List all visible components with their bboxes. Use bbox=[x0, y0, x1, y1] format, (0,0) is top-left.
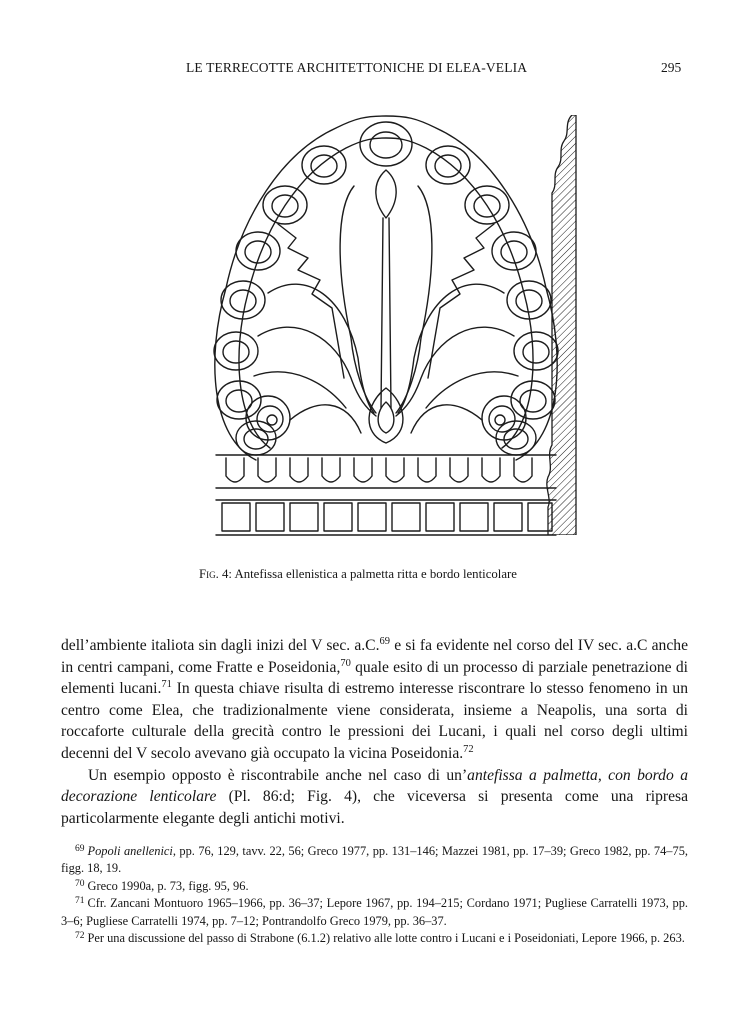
footnote-number: 72 bbox=[75, 931, 85, 942]
text-run: In questa chiave risulta di estremo interesse riscontrare lo stesso fenomeno in un centro come Elea, che tradizionalmente viene considerata, insieme a Neapolis, una sorta di roccaforte culturale della grecità contro le pressioni dei Lucani, i quali nel corso degli ultimi decenni del V secolo avevano già occupato la vicina Poseidonia. bbox=[61, 680, 688, 762]
footnote bbox=[61, 895, 688, 930]
running-title: LE TERRECOTTE ARCHITETTONICHE DI ELEA-VELIA bbox=[186, 60, 528, 75]
text-run: (Pl. 86:d; Fig. 4), che viceversa si presenta come una ripresa particolarmente elegante degli antichi motivi. bbox=[61, 788, 688, 827]
footnote-ref[interactable]: 72 bbox=[463, 743, 474, 755]
footnote-number: 69 bbox=[75, 844, 85, 854]
figure-caption-text: Antefissa ellenistica a palmetta ritta e bordo lenticolare bbox=[234, 567, 517, 581]
paragraph bbox=[61, 765, 688, 830]
text-run: Cfr. Zancani Montuoro 1965–1966, pp. 36–37; Lepore 1967, pp. 194–215; Cordano 1971; Pugliese Carratelli 1973, pp. 3–6; Pugliese Carratelli 1974, pp. 7–12; Pontrandolfo Greco 1979, pp. 36–37. bbox=[61, 896, 688, 928]
footnote bbox=[61, 843, 688, 878]
footnote bbox=[61, 930, 688, 947]
italic-text: Popoli anellenici bbox=[87, 844, 173, 858]
text-run: Greco 1990a, p. 73, figg. 95, 96. bbox=[87, 878, 249, 893]
base-moulding bbox=[216, 455, 556, 535]
lenticular-lobes bbox=[214, 122, 558, 455]
body-text bbox=[61, 635, 688, 829]
footnote-ref[interactable]: 70 bbox=[340, 657, 351, 669]
paragraph bbox=[61, 635, 688, 765]
text-run: , pp. 76, 129, tavv. 22, 56; Greco 1977, pp. 131–146; Mazzei 1981, pp. 17–39; Greco 1982, pp. 74–75, figg. 18, 19. bbox=[61, 844, 688, 876]
italic-text: antefissa a palmetta, con bordo a decorazione lenticolare bbox=[61, 766, 688, 806]
footnote-number: 70 bbox=[75, 878, 85, 889]
figure-caption bbox=[199, 567, 517, 582]
text-run: Un esempio opposto è riscontrabile anche nel caso di un’ bbox=[88, 766, 468, 784]
figure-label: Fig. 4: bbox=[199, 567, 232, 581]
footnote bbox=[61, 878, 688, 895]
text-run: dell’ambiente italiota sin dagli inizi del V sec. a.C. bbox=[61, 637, 380, 654]
footnotes bbox=[61, 843, 688, 947]
antefix-profile-section bbox=[540, 115, 580, 535]
antefix-illustration bbox=[186, 108, 586, 538]
palmette-motif bbox=[254, 170, 518, 416]
footnote-ref[interactable]: 69 bbox=[379, 636, 390, 647]
antefix-outline bbox=[215, 116, 557, 460]
footnote-number: 71 bbox=[75, 896, 85, 907]
footnote-ref[interactable]: 71 bbox=[161, 679, 172, 691]
text-run: quale esito di un processo di parziale penetrazione di elementi lucani. bbox=[61, 658, 688, 698]
volutes bbox=[246, 388, 526, 443]
text-run: Per una discussione del passo di Strabone (6.1.2) relativo alle lotte contro i Lucani e i Poseidoniati, Lepore 1966, p. 263. bbox=[87, 931, 685, 946]
page-number: 295 bbox=[661, 60, 682, 75]
text-run: e si fa evidente nel corso del IV sec. a.C anche in centri campani, come Fratte e Poseidonia, bbox=[61, 637, 688, 676]
